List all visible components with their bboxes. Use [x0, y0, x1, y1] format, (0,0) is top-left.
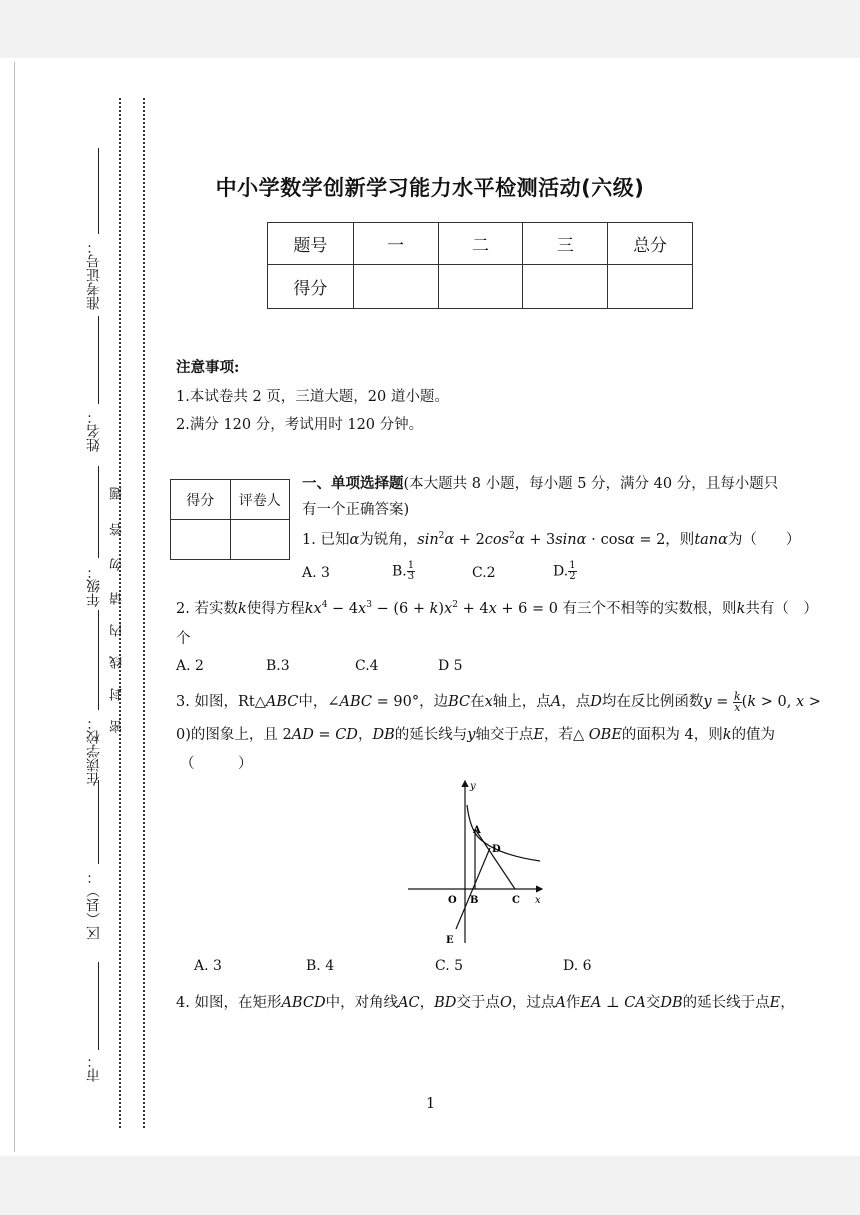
q3-option-d[interactable]: D. 6 [563, 958, 592, 974]
q1-option-d-label: D. [553, 563, 569, 580]
page-number: 1 [426, 1096, 436, 1112]
q2-option-c[interactable]: C.4 [355, 658, 379, 674]
left-edge-line [14, 62, 15, 1152]
q3-option-a[interactable]: A. 3 [194, 958, 222, 974]
question-1: 1. 已知α为锐角，$\sin^2\alpha + 2\cos^2\alpha + 3\sin\alpha \cdot \cos\alpha = 2$，则tanα为（ ） [302, 531, 801, 548]
score-header: 题号 [268, 223, 354, 265]
score-row-label: 得分 [268, 265, 354, 309]
q2-continuation: 个 [176, 631, 191, 647]
grade-label: 年级： [86, 565, 102, 607]
seal-char: 线 [110, 656, 125, 669]
score-header: 二 [438, 223, 523, 265]
score-cell[interactable] [523, 265, 608, 309]
name-label: 姓名： [86, 410, 102, 452]
grader-score-cell[interactable] [171, 520, 231, 560]
q4-prefix: 4. 如图，在矩形 [176, 995, 282, 1011]
exam-title: 中小学数学创新学习能力水平检测活动(六级) [215, 176, 645, 200]
q2-option-a[interactable]: A. 2 [176, 658, 204, 674]
school-blank[interactable] [98, 610, 99, 710]
score-table [267, 222, 693, 309]
school-label: 在读学校： [86, 716, 102, 786]
q1-option-b-label: B. [392, 563, 407, 580]
exam-id-label: 准考证号： [86, 240, 102, 310]
label-e: E [446, 935, 454, 946]
notice-item: 1.本试卷共 2 页，三道大题，20 道小题。 [176, 389, 449, 405]
q3-option-c[interactable]: C. 5 [435, 958, 464, 974]
q2-option-d[interactable]: D 5 [438, 658, 463, 674]
label-o: O [448, 895, 457, 906]
question-4: 4. 如图，在矩形ABCD中，对角线AC，BD交于点O，过点A作EA ⊥ CA交DB的延长线于点E， [176, 995, 795, 1011]
score-header: 三 [523, 223, 608, 265]
binding-dotted-line-inner [143, 98, 145, 1128]
notice-item: 2.满分 120 分，考试用时 120 分钟。 [176, 417, 424, 433]
q3-option-b[interactable]: B. 4 [306, 958, 335, 974]
section1-title: 一、单项选择题 [302, 475, 404, 492]
city-blank[interactable] [98, 962, 99, 1050]
segment-ac [475, 829, 515, 889]
question-3-line2: 0)的图象上，且 2AD = CD，DB的延长线与y轴交于点E，若△ OBE的面积为 4，则k的值为 [176, 727, 776, 743]
q3-prefix: 3. 如图，Rt△ [176, 694, 266, 710]
grader-score-header: 得分 [171, 480, 231, 520]
section1-desc-line2: 有一个正确答案) [302, 502, 410, 518]
seal-char: 内 [110, 624, 125, 637]
question-3-line1: 3. 如图，Rt△ABC中，∠ABC = 90°，边BC在x轴上，点A，点D均在反比例函数y = $\frac{k}{x}$ (k > 0, x > [176, 689, 821, 714]
seal-char: 请 [110, 592, 125, 605]
grader-table [170, 479, 290, 560]
q1-option-b-fraction: $\frac{1}{3}$ [407, 560, 415, 582]
q3-answer-blank: （ ） [180, 756, 253, 772]
seal-char: 答 [110, 523, 125, 536]
q1-option-d-fraction: $\frac{1}{2}$ [569, 560, 576, 582]
q3-figure [400, 775, 550, 947]
score-cell[interactable] [608, 265, 693, 309]
section1-desc: (本大题共 8 小题，每小题 5 分，满分 40 分，且每小题只 [403, 476, 779, 492]
label-d: D [492, 844, 501, 855]
label-x: x [535, 895, 541, 906]
seal-char: 封 [110, 688, 125, 701]
label-a: A [473, 825, 481, 836]
city-label: 市： [86, 1054, 102, 1082]
seal-char: 密 [110, 720, 125, 733]
seal-char: 勿 [110, 558, 125, 571]
grade-blank[interactable] [98, 466, 99, 558]
score-header: 一 [353, 223, 438, 265]
q1-option-a[interactable]: A. 3 [302, 565, 330, 581]
score-cell[interactable] [353, 265, 438, 309]
label-c: C [512, 895, 520, 906]
district-blank[interactable] [98, 780, 99, 864]
q1-option-d[interactable] [553, 561, 577, 582]
notice-heading: 注意事项: [176, 359, 240, 376]
section1-line1 [302, 472, 778, 493]
grader-name-cell[interactable] [230, 520, 290, 560]
q2-option-b[interactable]: B.3 [266, 658, 290, 674]
label-y: y [470, 781, 476, 792]
q1-option-b[interactable] [392, 561, 415, 582]
q1-prefix: 1. 已知 [302, 532, 350, 548]
label-b: B [470, 895, 479, 906]
district-label: 区（县）： [86, 870, 102, 940]
q1-option-c[interactable]: C.2 [472, 565, 496, 581]
name-blank[interactable] [98, 316, 99, 404]
score-header: 总分 [608, 223, 693, 265]
score-cell[interactable] [438, 265, 523, 309]
seal-char: 题 [110, 487, 125, 500]
question-2: 2. 若实数k使得方程$kx^4 - 4x^3 - (6 + k)x^2 + 4x + 6 = 0$ 有三个不相等的实数根，则k共有（ ） [176, 600, 818, 617]
q2-prefix: 2. 若实数 [176, 601, 238, 617]
grader-name-header: 评卷人 [230, 480, 290, 520]
binding-dotted-line-outer [119, 98, 121, 1128]
